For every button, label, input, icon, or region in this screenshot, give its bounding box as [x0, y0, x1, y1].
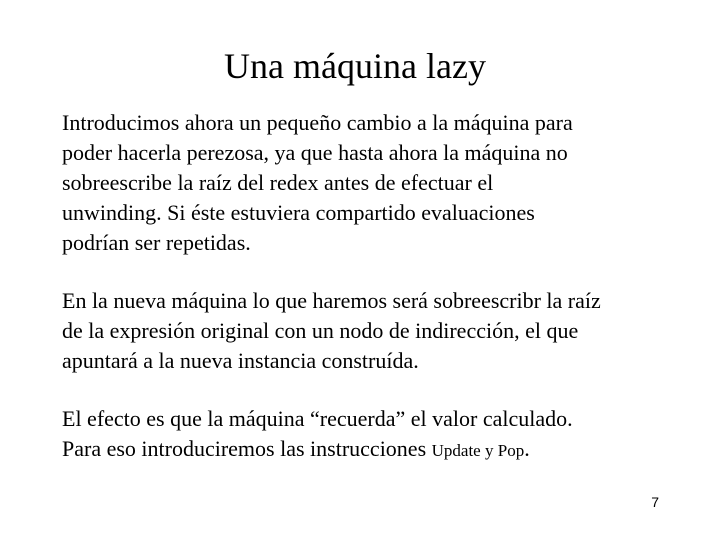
text-line: de la expresión original con un nodo de indirección, el que — [62, 318, 579, 343]
text-line: apuntará a la nueva instancia construída. — [62, 348, 419, 373]
slide-body — [62, 108, 682, 466]
text-line: Introducimos ahora un pequeño cambio a la máquina para — [62, 110, 573, 135]
paragraph-effect — [62, 404, 682, 466]
paragraph-new-machine — [62, 286, 682, 376]
paragraph-gap — [62, 258, 682, 286]
page-number: 7 — [651, 494, 659, 510]
text-line: El efecto es que la máquina “recuerda” el valor calculado. — [62, 406, 573, 431]
instruction-pop: Pop — [497, 441, 525, 460]
instruction-connector: y — [480, 441, 498, 460]
paragraph-intro — [62, 108, 682, 258]
instructions-prefix: Para eso introduciremos las instrucciones — [62, 436, 432, 461]
slide-title: Una máquina lazy — [224, 46, 486, 86]
instruction-update: Update — [431, 441, 481, 460]
text-line: podrían ser repetidas. — [62, 230, 251, 255]
paragraph-gap — [62, 376, 682, 404]
text-line: sobreescribe la raíz del redex antes de efectuar el — [62, 170, 494, 195]
sentence-period: . — [524, 436, 530, 461]
text-line: unwinding. Si éste estuviera compartido evaluaciones — [62, 200, 535, 225]
text-line-instructions — [62, 434, 682, 466]
text-line: En la nueva máquina lo que haremos será sobreescribr la raíz — [62, 288, 601, 313]
text-line: poder hacerla perezosa, ya que hasta ahora la máquina no — [62, 140, 568, 165]
